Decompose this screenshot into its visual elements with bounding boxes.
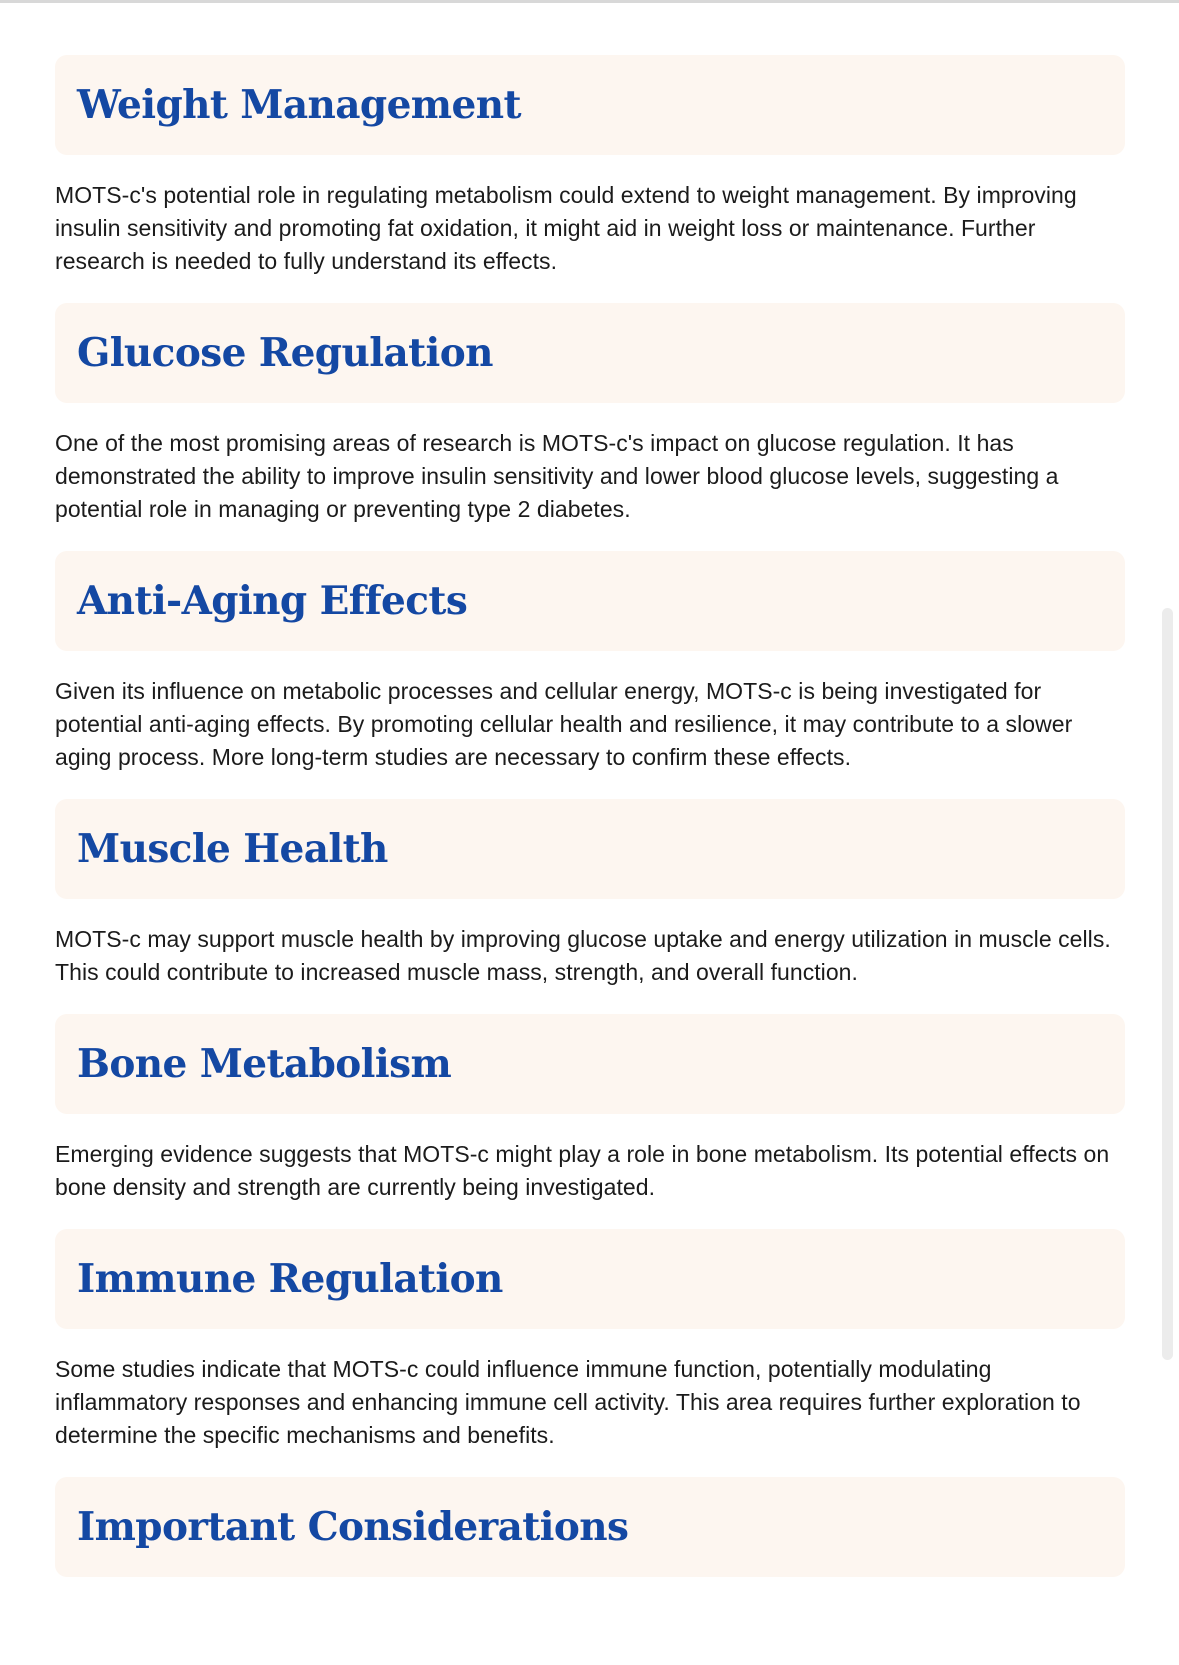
- section-glucose-regulation: [55, 303, 1125, 526]
- section-heading: Bone Metabolism: [77, 1040, 452, 1087]
- article-content: [55, 55, 1125, 1577]
- section-important-considerations: [55, 1477, 1125, 1577]
- section-heading: Important Considerations: [77, 1503, 629, 1550]
- section-heading-box: [55, 55, 1125, 155]
- section-weight-management: [55, 55, 1125, 278]
- section-heading-box: [55, 1229, 1125, 1329]
- section-heading-box: [55, 1477, 1125, 1577]
- section-heading-box: [55, 1014, 1125, 1114]
- section-heading: Immune Regulation: [77, 1255, 503, 1302]
- vertical-scrollbar[interactable]: [1162, 608, 1173, 1360]
- section-heading-box: [55, 799, 1125, 899]
- section-heading: Glucose Regulation: [77, 329, 493, 376]
- section-heading: Weight Management: [77, 81, 521, 128]
- section-anti-aging-effects: [55, 551, 1125, 774]
- section-bone-metabolism: [55, 1014, 1125, 1204]
- section-body: Some studies indicate that MOTS-c could influence immune function, potentially modulating inflammatory responses and enhancing immune cell activity. This area requires further exploration to determine the specific mechanisms and benefits.: [55, 1356, 1081, 1448]
- section-body: One of the most promising areas of research is MOTS-c's impact on glucose regulation. It has demonstrated the ability to improve insulin sensitivity and lower blood glucose levels, suggesting a potential role in managing or preventing type 2 diabetes.: [55, 430, 1059, 522]
- section-body: Emerging evidence suggests that MOTS-c might play a role in bone metabolism. Its potential effects on bone density and strength are currently being investigated.: [55, 1141, 1110, 1200]
- section-heading: Muscle Health: [77, 825, 388, 872]
- section-body: MOTS-c's potential role in regulating metabolism could extend to weight management. By improving insulin sensitivity and promoting fat oxidation, it might aid in weight loss or maintenance. Further research is needed to fully understand its effects.: [55, 182, 1077, 274]
- section-heading-box: [55, 551, 1125, 651]
- section-heading-box: [55, 303, 1125, 403]
- section-immune-regulation: [55, 1229, 1125, 1452]
- section-body: MOTS-c may support muscle health by improving glucose uptake and energy utilization in muscle cells. This could contribute to increased muscle mass, strength, and overall function.: [55, 926, 1111, 985]
- section-muscle-health: [55, 799, 1125, 989]
- section-body: Given its influence on metabolic processes and cellular energy, MOTS-c is being investigated for potential anti-aging effects. By promoting cellular health and resilience, it may contribute to a slower aging process. More long-term studies are necessary to confirm these effects.: [55, 678, 1073, 770]
- top-divider: [0, 0, 1179, 3]
- section-heading: Anti-Aging Effects: [77, 577, 468, 624]
